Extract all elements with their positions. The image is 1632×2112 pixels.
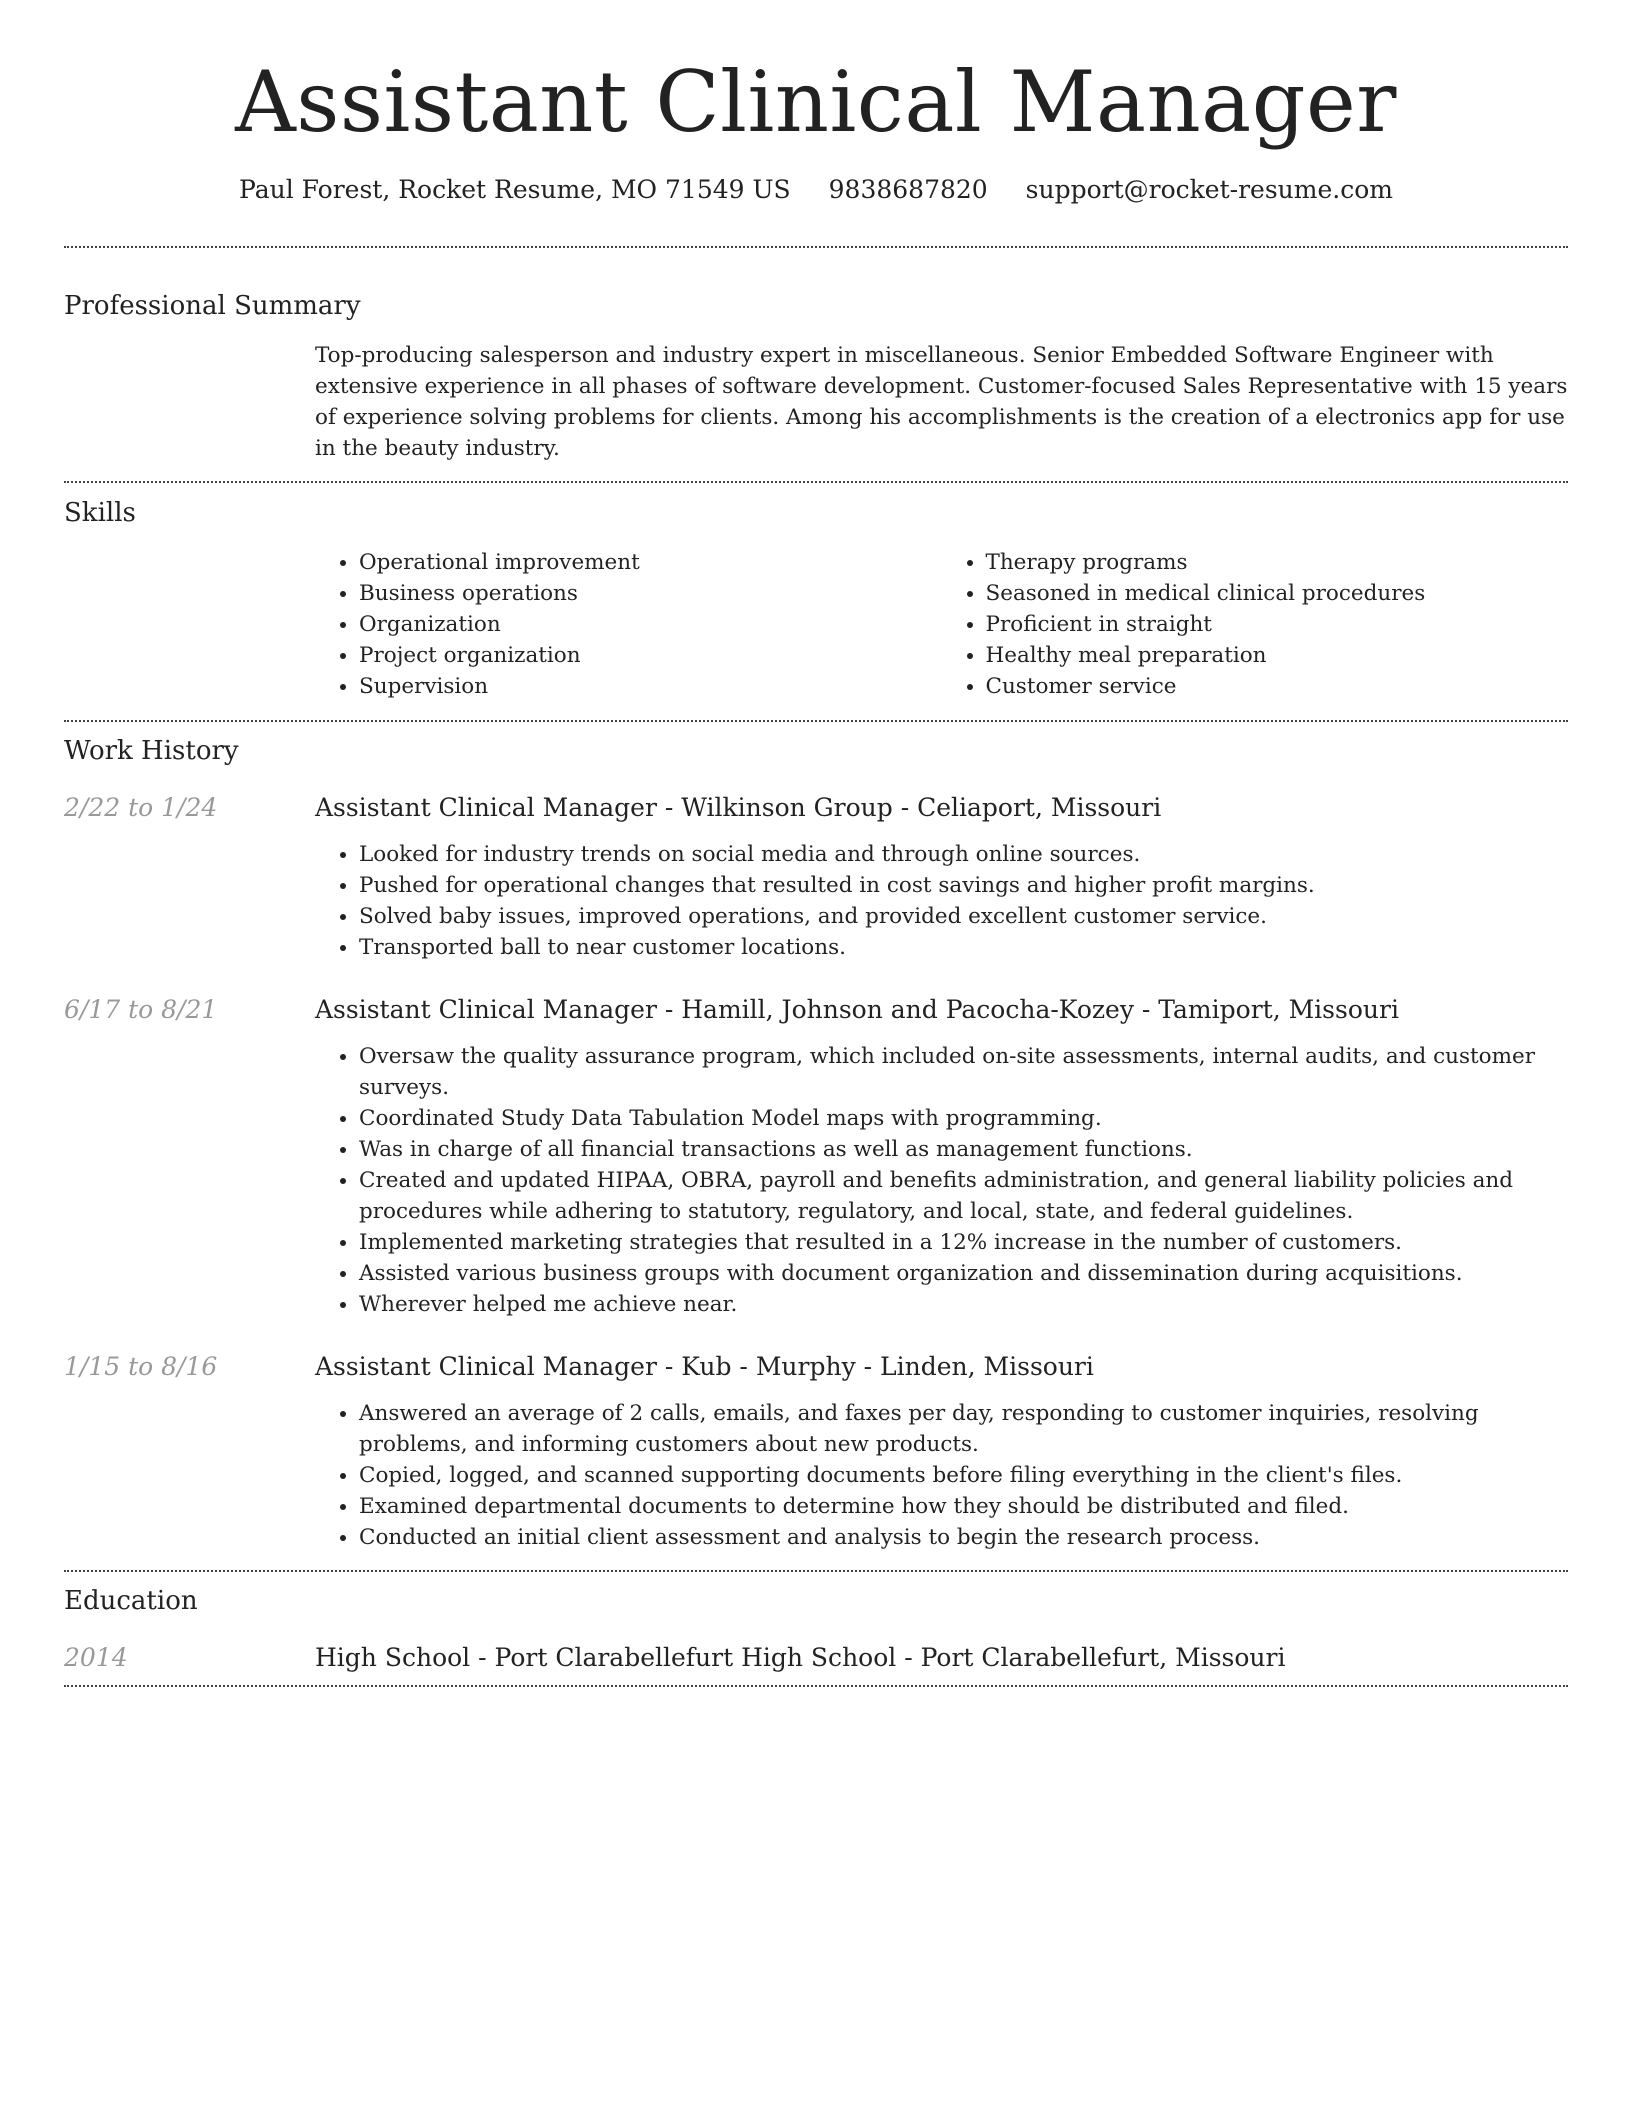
job-bullet: • Was in charge of all financial transactions as well as management functions. [359,1134,1568,1165]
job-bullet: • Oversaw the quality assurance program, which included on-site assessments, internal audits, and customer surveys. [359,1041,1568,1103]
contact-phone: 9838687820 [828,175,988,204]
job-dates: 1/15 to 8/16 [64,1352,218,1381]
job-bullets [315,1398,1568,1553]
job-bullet: • Assisted various business groups with document organization and dissemination during acquisitions. [359,1258,1568,1289]
job-bullets [315,839,1568,963]
divider [64,720,1568,722]
job-title: Assistant Clinical Manager - Kub - Murphy - Linden, Missouri [315,1352,1094,1381]
job-bullet: • Copied, logged, and scanned supporting documents before filing everything in the client's files. [359,1460,1568,1491]
skill-item: • Organization [359,609,942,640]
job-bullet: • Looked for industry trends on social media and through online sources. [359,839,1568,870]
skill-item: • Supervision [359,671,942,702]
education-entry [64,1641,1568,1675]
skills-list [315,547,1568,702]
job-dates: 2/22 to 1/24 [64,793,218,822]
skill-item: • Proficient in straight [986,609,1569,640]
section-heading-skills: Skills [64,498,136,528]
education-title: High School - Port Clarabellefurt High School - Port Clarabellefurt, Missouri [315,1643,1286,1672]
job-bullet: • Transported ball to near customer locations. [359,932,1568,963]
resume-page [64,0,1568,1687]
summary-text: Top-producing salesperson and industry expert in miscellaneous. Senior Embedded Software Engineer with extensive experience in all phases of software development. Customer-focused Sales Representative with 15 years of experience solving problems for clients. Among his accomplishments is the creation of a electronics app for use in the beauty industry. [315,343,1568,461]
skills-row [64,547,1568,702]
education-year: 2014 [64,1643,128,1672]
job-entry [64,993,1568,1320]
section-heading-summary: Professional Summary [64,291,361,321]
skill-item: • Operational improvement [359,547,942,578]
job-bullet: • Wherever helped me achieve near. [359,1289,1568,1320]
skill-item: • Business operations [359,578,942,609]
divider [64,481,1568,483]
job-bullet: • Solved baby issues, improved operations, and provided excellent customer service. [359,901,1568,932]
job-bullet: • Pushed for operational changes that resulted in cost savings and higher profit margins. [359,870,1568,901]
section-heading-work: Work History [64,736,239,766]
divider [64,246,1568,248]
resume-title: Assistant Clinical Manager [235,53,1397,151]
job-bullet: • Implemented marketing strategies that resulted in a 12% increase in the number of customers. [359,1227,1568,1258]
divider [64,1570,1568,1572]
skill-item: • Project organization [359,640,942,671]
job-bullets [315,1041,1568,1320]
summary-row [64,340,1568,464]
skills-column-right [942,547,1569,702]
job-bullet: • Created and updated HIPAA, OBRA, payroll and benefits administration, and general liability policies and procedures while adhering to statutory, regulatory, and local, state, and federal guidelines. [359,1165,1568,1227]
contact-address: Paul Forest, Rocket Resume, MO 71549 US [239,175,791,204]
skill-item: • Seasoned in medical clinical procedures [986,578,1569,609]
job-bullet: • Examined departmental documents to determine how they should be distributed and filed. [359,1491,1568,1522]
skill-item: • Therapy programs [986,547,1569,578]
job-entry [64,791,1568,963]
skill-item: • Healthy meal preparation [986,640,1569,671]
section-heading-education: Education [64,1586,198,1616]
job-entry [64,1350,1568,1553]
job-bullet: • Conducted an initial client assessment and analysis to begin the research process. [359,1522,1568,1553]
contact-line [64,172,1568,208]
contact-email: support@rocket-resume.com [1025,175,1393,204]
divider [64,1685,1568,1687]
skill-item: • Customer service [986,671,1569,702]
skills-column-left [315,547,942,702]
job-title: Assistant Clinical Manager - Wilkinson Group - Celiaport, Missouri [315,793,1162,822]
job-bullet: • Coordinated Study Data Tabulation Model maps with programming. [359,1103,1568,1134]
job-title: Assistant Clinical Manager - Hamill, Johnson and Pacocha-Kozey - Tamiport, Missouri [315,995,1399,1024]
job-dates: 6/17 to 8/21 [64,995,218,1024]
job-bullet: • Answered an average of 2 calls, emails, and faxes per day, responding to customer inquiries, resolving problems, and informing customers about new products. [359,1398,1568,1460]
